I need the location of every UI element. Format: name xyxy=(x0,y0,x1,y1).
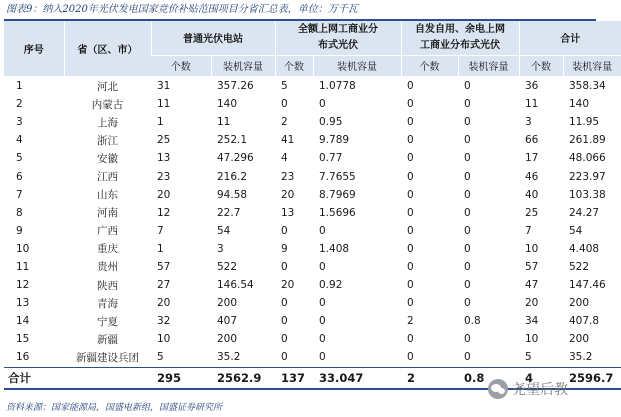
row-capacity: 0 xyxy=(464,152,471,165)
row-count: 10 xyxy=(525,333,539,346)
row-capacity: 54 xyxy=(217,224,231,237)
row-count: 0 xyxy=(281,297,288,310)
row-count: 4 xyxy=(281,152,288,165)
row-capacity: 0.8 xyxy=(464,315,481,328)
row-count: 5 xyxy=(525,351,532,364)
source-note: 资料来源：国家能源局，国盛电新组，国盛证券研究所 xyxy=(6,403,223,413)
row-capacity: 9.789 xyxy=(319,134,350,147)
row-capacity: 140 xyxy=(217,98,238,111)
row-seq: 4 xyxy=(16,134,23,147)
row-seq: 10 xyxy=(16,242,30,255)
row-count: 23 xyxy=(281,170,295,183)
header-capacity: 装机容量 xyxy=(458,55,519,76)
row-province: 新疆 xyxy=(97,333,118,346)
row-capacity: 200 xyxy=(569,297,590,310)
row-count: 0 xyxy=(407,134,414,147)
row-count: 20 xyxy=(281,188,295,201)
row-count: 0 xyxy=(281,351,288,364)
table-row xyxy=(4,186,621,204)
row-capacity: 0 xyxy=(464,80,471,93)
row-count: 1 xyxy=(157,242,164,255)
row-province: 上海 xyxy=(97,116,118,129)
row-capacity: 200 xyxy=(217,333,238,346)
row-capacity: 261.89 xyxy=(569,134,606,147)
table-row xyxy=(4,240,621,258)
total-count: 295 xyxy=(151,367,211,389)
total-count: 4 xyxy=(519,367,563,389)
row-capacity: 1.0778 xyxy=(319,80,356,93)
row-seq: 8 xyxy=(16,206,23,219)
row-count: 2 xyxy=(281,116,288,129)
row-count: 57 xyxy=(525,260,539,273)
row-capacity: 357.26 xyxy=(217,80,254,93)
row-count: 3 xyxy=(525,116,532,129)
row-capacity: 0 xyxy=(464,297,471,310)
table-row xyxy=(4,167,621,185)
table-row xyxy=(4,258,621,276)
row-capacity: 522 xyxy=(569,260,590,273)
row-capacity: 24.27 xyxy=(569,206,600,219)
row-count: 0 xyxy=(281,333,288,346)
row-province: 广西 xyxy=(97,225,118,238)
row-count: 20 xyxy=(281,279,295,292)
table-caption: 图表9：纳入2020年光伏发电国家竞价补贴范围项目分省汇总表，单位：万千瓦 xyxy=(6,4,358,15)
row-capacity: 4.408 xyxy=(569,242,600,255)
row-capacity: 3 xyxy=(217,242,224,255)
row-count: 40 xyxy=(525,188,539,201)
row-capacity: 0 xyxy=(464,98,471,111)
row-seq: 16 xyxy=(16,351,30,364)
row-capacity: 0.77 xyxy=(319,152,343,165)
row-count: 25 xyxy=(157,134,171,147)
row-count: 0 xyxy=(281,98,288,111)
row-count: 36 xyxy=(525,80,539,93)
row-count: 12 xyxy=(157,206,171,219)
header-capacity: 装机容量 xyxy=(313,55,401,76)
row-count: 2 xyxy=(407,315,414,328)
row-capacity: 407.8 xyxy=(569,315,600,328)
row-capacity: 146.54 xyxy=(217,279,254,292)
row-count: 13 xyxy=(281,206,295,219)
header-capacity: 装机容量 xyxy=(563,55,621,76)
header-province: 省（区、市） xyxy=(64,21,151,77)
row-count: 25 xyxy=(525,206,539,219)
total-capacity: 2562.9 xyxy=(211,367,275,389)
row-count: 57 xyxy=(157,260,171,273)
table-row xyxy=(4,294,621,312)
row-province: 贵州 xyxy=(97,261,118,274)
row-count: 0 xyxy=(407,206,414,219)
row-capacity: 358.34 xyxy=(569,80,606,93)
table-row xyxy=(4,131,621,149)
row-seq: 14 xyxy=(16,315,30,328)
row-capacity: 35.2 xyxy=(217,351,241,364)
table-row xyxy=(4,276,621,294)
row-capacity: 200 xyxy=(569,333,590,346)
row-capacity: 216.2 xyxy=(217,170,248,183)
row-capacity: 140 xyxy=(569,98,590,111)
row-count: 31 xyxy=(157,80,171,93)
row-count: 0 xyxy=(407,188,414,201)
row-count: 1 xyxy=(157,116,164,129)
row-province: 新疆建设兵团 xyxy=(76,351,139,364)
table-row xyxy=(4,312,621,330)
row-seq: 5 xyxy=(16,152,23,165)
row-count: 46 xyxy=(525,170,539,183)
row-seq: 12 xyxy=(16,279,30,292)
row-capacity: 22.7 xyxy=(217,206,241,219)
row-capacity: 0 xyxy=(464,351,471,364)
row-capacity: 47.296 xyxy=(217,152,254,165)
row-count: 0 xyxy=(281,224,288,237)
row-count: 0 xyxy=(407,297,414,310)
row-capacity: 1.5696 xyxy=(319,206,356,219)
table-row xyxy=(4,113,621,131)
row-count: 5 xyxy=(157,351,164,364)
total-count: 2 xyxy=(401,367,458,389)
table-row xyxy=(4,149,621,167)
row-capacity: 407 xyxy=(217,315,238,328)
row-seq: 11 xyxy=(16,260,30,273)
row-capacity: 0.95 xyxy=(319,116,343,129)
row-count: 0 xyxy=(407,170,414,183)
row-seq: 7 xyxy=(16,188,23,201)
header-group-self-use-line2: 工商业分布式光伏 xyxy=(420,39,500,51)
row-capacity: 0 xyxy=(319,297,326,310)
row-capacity: 0 xyxy=(464,333,471,346)
row-province: 重庆 xyxy=(97,243,118,256)
table-row xyxy=(4,222,621,240)
row-count: 0 xyxy=(407,351,414,364)
row-count: 0 xyxy=(407,224,414,237)
table-row xyxy=(4,95,621,113)
row-seq: 6 xyxy=(16,170,23,183)
row-seq: 13 xyxy=(16,297,30,310)
watermark-text: 尧望后教 xyxy=(512,382,568,398)
row-count: 0 xyxy=(407,98,414,111)
row-capacity: 7.7655 xyxy=(319,170,356,183)
row-capacity: 0 xyxy=(464,206,471,219)
row-capacity: 0 xyxy=(464,170,471,183)
row-capacity: 223.97 xyxy=(569,170,606,183)
header-capacity: 装机容量 xyxy=(211,55,275,76)
total-label: 合计 xyxy=(4,367,151,389)
table-row xyxy=(4,77,621,96)
row-capacity: 94.58 xyxy=(217,188,248,201)
row-capacity: 0 xyxy=(464,134,471,147)
row-seq: 1 xyxy=(16,80,23,93)
row-province: 青海 xyxy=(97,297,118,310)
row-province: 江西 xyxy=(97,171,118,184)
row-count: 10 xyxy=(157,333,171,346)
row-capacity: 0 xyxy=(319,98,326,111)
row-capacity: 54 xyxy=(569,224,583,237)
row-capacity: 0 xyxy=(464,260,471,273)
row-capacity: 0.92 xyxy=(319,279,343,292)
table-body xyxy=(4,77,621,389)
row-count: 0 xyxy=(407,80,414,93)
row-count: 41 xyxy=(281,134,295,147)
row-count: 0 xyxy=(281,260,288,273)
row-capacity: 0 xyxy=(319,260,326,273)
row-province: 宁夏 xyxy=(97,315,118,328)
row-count: 34 xyxy=(525,315,539,328)
row-seq: 9 xyxy=(16,224,23,237)
row-count: 7 xyxy=(525,224,532,237)
row-capacity: 0 xyxy=(319,333,326,346)
row-seq: 15 xyxy=(16,333,30,346)
row-capacity: 0 xyxy=(319,351,326,364)
row-count: 11 xyxy=(525,98,539,111)
row-count: 0 xyxy=(407,242,414,255)
header-count: 个数 xyxy=(275,55,313,76)
row-count: 0 xyxy=(281,315,288,328)
row-capacity: 252.1 xyxy=(217,134,248,147)
row-count: 32 xyxy=(157,315,171,328)
row-province: 陕西 xyxy=(97,279,118,292)
row-capacity: 11.95 xyxy=(569,116,600,129)
row-capacity: 522 xyxy=(217,260,238,273)
row-capacity: 0 xyxy=(464,188,471,201)
row-count: 10 xyxy=(525,242,539,255)
row-count: 0 xyxy=(407,279,414,292)
row-count: 47 xyxy=(525,279,539,292)
row-count: 5 xyxy=(281,80,288,93)
header-group-self-use-line1: 自发自用、余电上网 xyxy=(415,23,505,35)
total-capacity: 33.047 xyxy=(313,367,401,389)
row-province: 河北 xyxy=(97,80,118,93)
row-count: 11 xyxy=(157,98,171,111)
row-capacity: 0 xyxy=(464,116,471,129)
row-count: 20 xyxy=(525,297,539,310)
watermark xyxy=(488,376,596,402)
row-seq: 3 xyxy=(16,116,23,129)
row-capacity: 0 xyxy=(319,315,326,328)
row-capacity: 0 xyxy=(464,224,471,237)
row-count: 20 xyxy=(157,297,171,310)
row-capacity: 200 xyxy=(217,297,238,310)
header-group-total: 合计 xyxy=(519,21,621,55)
row-capacity: 0 xyxy=(464,242,471,255)
row-capacity: 35.2 xyxy=(569,351,593,364)
row-capacity: 0 xyxy=(464,279,471,292)
header-group-full-grid-line2: 布式光伏 xyxy=(318,39,358,51)
header-group-normal-station: 普通光伏电站 xyxy=(151,21,275,55)
header-count: 个数 xyxy=(401,55,458,76)
data-table xyxy=(4,21,621,390)
table-row xyxy=(4,330,621,348)
row-count: 27 xyxy=(157,279,171,292)
row-count: 66 xyxy=(525,134,539,147)
row-count: 0 xyxy=(407,116,414,129)
row-capacity: 147.46 xyxy=(569,279,606,292)
row-capacity: 103.38 xyxy=(569,188,606,201)
table-row xyxy=(4,348,621,367)
total-count: 137 xyxy=(275,367,313,389)
row-count: 0 xyxy=(407,152,414,165)
row-province: 安徽 xyxy=(97,152,118,165)
row-count: 13 xyxy=(157,152,171,165)
row-capacity: 1.408 xyxy=(319,242,350,255)
header-group-full-grid-line1: 全额上网工商业分 xyxy=(298,23,378,35)
row-province: 浙江 xyxy=(97,134,118,147)
header-count: 个数 xyxy=(519,55,563,76)
header-seq: 序号 xyxy=(4,21,64,77)
table-row xyxy=(4,204,621,222)
header-count: 个数 xyxy=(151,55,211,76)
row-count: 9 xyxy=(281,242,288,255)
row-province: 山东 xyxy=(97,189,118,202)
row-capacity: 48.066 xyxy=(569,152,606,165)
row-capacity: 0 xyxy=(319,224,326,237)
row-capacity: 8.7969 xyxy=(319,188,356,201)
row-count: 17 xyxy=(525,152,539,165)
wechat-icon xyxy=(488,379,508,399)
row-count: 0 xyxy=(407,333,414,346)
total-capacity: 0.8 xyxy=(458,367,519,389)
row-count: 0 xyxy=(407,260,414,273)
row-province: 河南 xyxy=(97,207,118,220)
row-province: 内蒙古 xyxy=(91,98,124,111)
row-capacity: 11 xyxy=(217,116,231,129)
row-count: 20 xyxy=(157,188,171,201)
header-group-full-grid xyxy=(275,21,401,55)
total-capacity: 2596.7 xyxy=(563,367,621,389)
row-count: 23 xyxy=(157,170,171,183)
header-group-self-use xyxy=(401,21,519,55)
row-seq: 2 xyxy=(16,98,23,111)
row-count: 7 xyxy=(157,224,164,237)
